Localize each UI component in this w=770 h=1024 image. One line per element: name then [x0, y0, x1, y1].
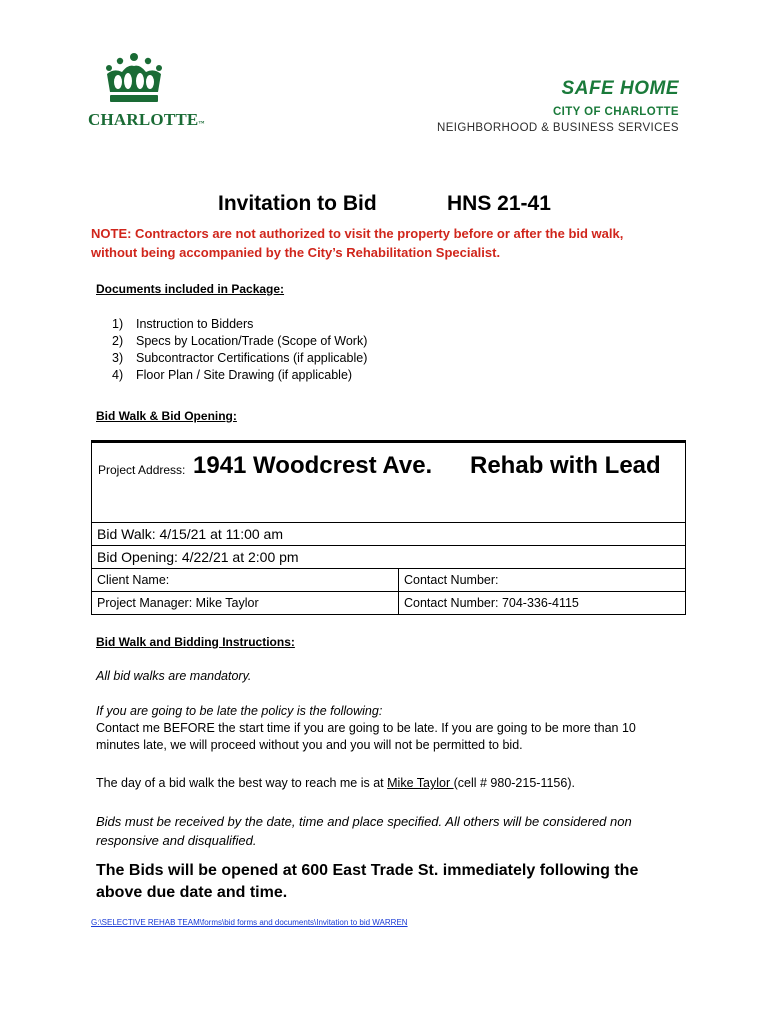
bid-walk-row: Bid Walk: 4/15/21 at 11:00 am	[92, 523, 685, 546]
list-item: 2) Specs by Location/Trade (Scope of Work)	[112, 334, 368, 348]
mandatory-text: All bid walks are mandatory.	[96, 669, 252, 683]
logo-wordmark: CHARLOTTE™	[88, 110, 205, 129]
client-name-cell: Client Name:	[92, 569, 399, 591]
department-header	[437, 78, 679, 134]
documents-heading: Documents included in Package:	[96, 282, 285, 296]
late-policy-detail: Contact me BEFORE the start time if you are going to be late. If you are going to be more than 10 minutes late, we will proceed without you and you will not be permitted to bid.	[96, 721, 636, 752]
project-address-label: Project Address:	[98, 463, 186, 477]
client-contact-cell: Contact Number:	[404, 573, 499, 587]
project-manager-cell: Project Manager: Mike Taylor	[92, 592, 399, 614]
contact-person-name: Mike Taylor	[387, 776, 454, 790]
list-item: 1) Instruction to Bidders	[112, 317, 254, 331]
instructions-heading: Bid Walk and Bidding Instructions:	[96, 635, 295, 649]
project-address: 1941 Woodcrest Ave.	[193, 452, 433, 479]
documents-list	[112, 316, 367, 384]
title-text: Invitation to Bid	[218, 192, 377, 215]
list-item: 4) Floor Plan / Site Drawing (if applicable)	[112, 368, 353, 382]
late-policy-heading: If you are going to be late the policy is the following:	[96, 704, 383, 718]
document-title	[218, 192, 551, 216]
contact-instructions: The day of a bid walk the best way to reach me is at Mike Taylor (cell # 980-215-1156).	[96, 776, 575, 790]
charlotte-logo	[88, 52, 205, 132]
manager-row	[92, 592, 685, 614]
bid-details-table	[91, 522, 686, 615]
deadline-text: Bids must be received by the date, time and place specified. All others will be considered non responsive and disqualified.	[96, 814, 632, 848]
project-address-box	[91, 440, 686, 522]
file-path-link[interactable]: G:\SELECTIVE REHAB TEAM\forms\bid forms and documents\Invitation to bid WARREN	[91, 918, 408, 927]
department-name: NEIGHBORHOOD & BUSINESS SERVICES	[436, 122, 679, 134]
program-title: SAFE HOME	[561, 78, 679, 99]
contractor-note: NOTE: Contractors are not authorized to visit the property before or after the bid walk, without being accompanied by the City’s Rehabilitation Specialist.	[91, 226, 624, 260]
list-item: 3) Subcontractor Certifications (if applicable)	[112, 351, 368, 365]
bid-opening-statement: The Bids will be opened at 600 East Trade St. immediately following the above due date and time.	[96, 862, 639, 901]
project-type: Rehab with Lead	[470, 452, 661, 479]
manager-contact-cell: Contact Number: 704-336-4115	[404, 596, 579, 610]
bid-code: HNS 21-41	[447, 192, 551, 215]
client-row	[92, 569, 685, 592]
crown-icon	[104, 52, 164, 104]
bid-walk-heading: Bid Walk & Bid Opening:	[96, 409, 237, 423]
city-name: CITY OF CHARLOTTE	[552, 106, 679, 118]
bid-opening-row: Bid Opening: 4/22/21 at 2:00 pm	[92, 546, 685, 569]
